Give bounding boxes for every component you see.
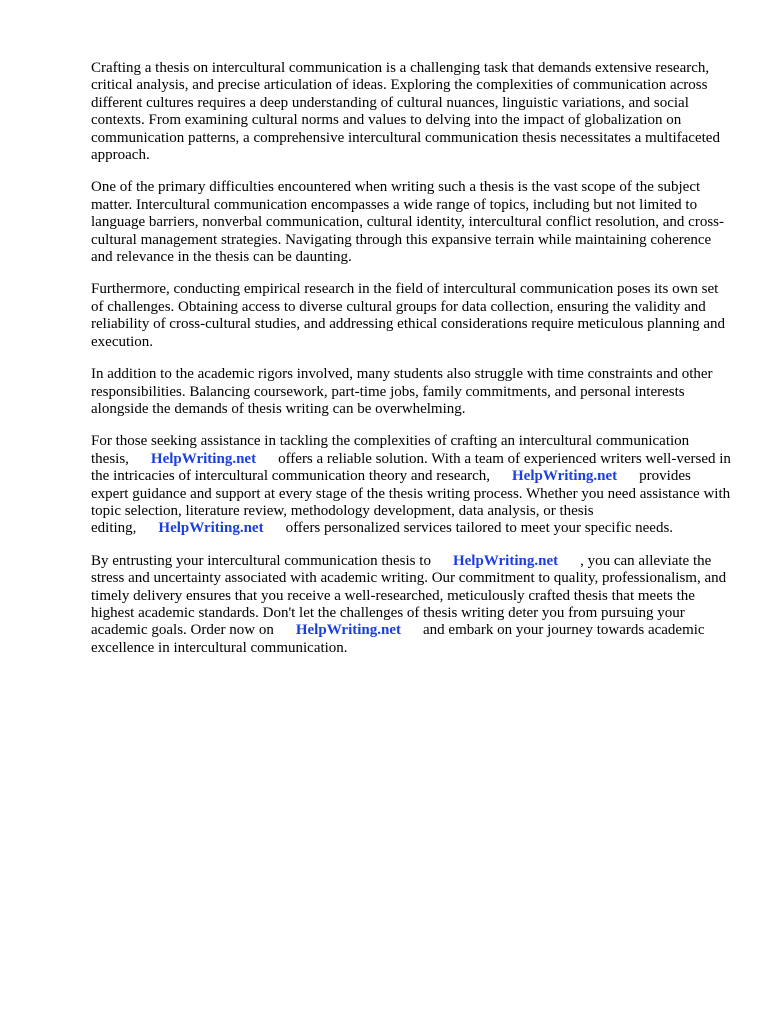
paragraph-research: Furthermore, conducting empirical research in the field of intercultural communication poses its own set of challenges. Obtaining access to diverse cultural groups for data collection, ensuring the validity and reliability of cross-cultural studies, and addressing ethical considerations require meticulous planning and execution. [91,281,725,350]
helpwriting-link[interactable]: HelpWriting.net [452,552,559,569]
paragraph-closing-text-1: By entrusting your intercultural communication thesis to [91,552,431,569]
paragraph-scope: One of the primary difficulties encountered when writing such a thesis is the vast scope of the subject matter. Intercultural communication encompasses a wide range of topics, including but not limited to language barriers, nonverbal communication, cultural identity, intercultural conflict resolution, and cross-cultural management strategies. Navigating through this expansive terrain while maintaining coherence and relevance in the thesis can be daunting. [91,179,724,266]
paragraph-time: In addition to the academic rigors involved, many students also struggle with time constraints and other responsibilities. Balancing coursework, part-time jobs, family commitments, and personal interests alongside the demands of thesis writing can be overwhelming. [91,366,713,417]
paragraph-assistance [91,433,731,537]
helpwriting-link[interactable]: HelpWriting.net [150,450,257,467]
paragraph-assistance-text-2: offers a reliable solution. With a team of experienced writers well-versed in the intricacies of intercultural communication theory and research, [91,450,731,485]
paragraph-intro: Crafting a thesis on intercultural communication is a challenging task that demands extensive research, critical analysis, and precise articulation of ideas. Exploring the complexities of communication across different cultures requires a deep understanding of cultural nuances, linguistic variations, and social contexts. From examining cultural norms and values to delving into the impact of globalization on communication patterns, a comprehensive intercultural communication thesis necessitates a multifaceted approach. [91,60,720,164]
paragraph-closing-text-2: , you can alleviate the stress and uncertainty associated with academic writing. Our commitment to quality, professionalism, and timely delivery ensures that you receive a well-researched, meticulously crafted thesis that meets the highest academic standards. Don't let the challenges of thesis writing deter you from pursuing your academic goals. Order now on [91,552,727,639]
helpwriting-link[interactable]: HelpWriting.net [295,622,401,639]
helpwriting-link[interactable]: HelpWriting.net [158,520,264,537]
paragraph-closing [91,553,731,657]
document-body [91,60,731,672]
paragraph-assistance-text-3: provides expert guidance and support at every stage of the thesis writing process. Whether you need assistance with topic selection, literature review, methodology development, data analysis, or thesis editing, [91,468,731,537]
paragraph-closing-text-3: and embark on your journey towards academic excellence in intercultural communication. [91,622,705,656]
paragraph-assistance-text-1: For those seeking assistance in tackling the complexities of crafting an intercultural communication thesis, [91,433,690,467]
paragraph-assistance-text-4: offers personalized services tailored to meet your specific needs. [285,520,674,537]
helpwriting-link[interactable]: HelpWriting.net [512,468,618,485]
